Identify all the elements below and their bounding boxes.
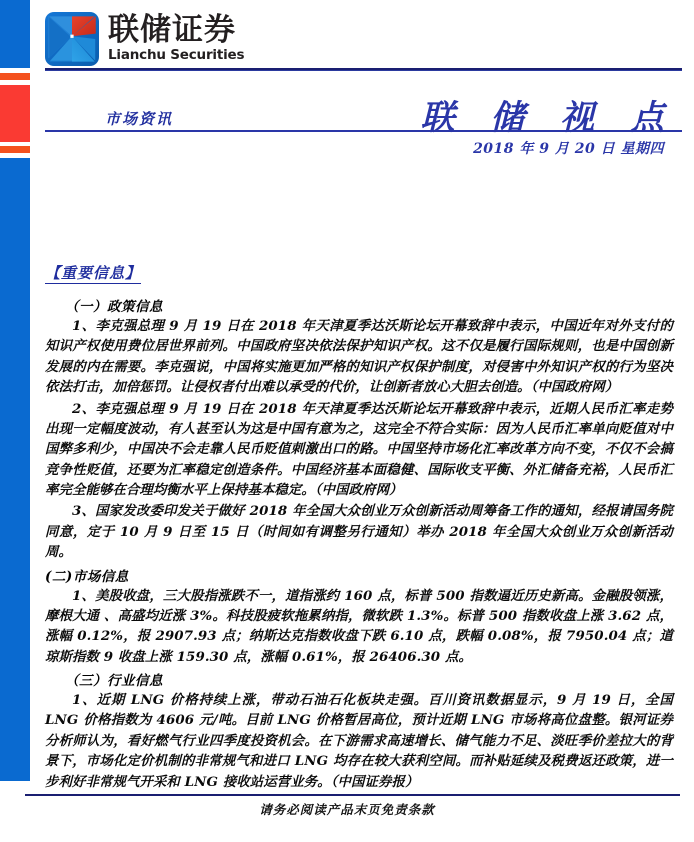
brand-name-en: Lianchu Securities: [108, 47, 245, 64]
section-label-market: (二)市场信息: [45, 568, 129, 585]
page-title: 联 储 视 点: [420, 98, 676, 138]
publication-date: 2018 年 9 月 20 日 星期四: [473, 141, 664, 157]
left-accent-bar-orange-upper: [0, 73, 30, 80]
lianchu-bowtie-logo-icon: [45, 12, 99, 66]
section-label-policy: （一）政策信息: [65, 299, 163, 315]
masthead-category-label: 市场资讯: [105, 110, 174, 128]
brand-wordmark: [108, 12, 245, 64]
policy-item-2: 2、李克强总理 9 月 19 日在 2018 年天津夏季达沃斯论坛开幕致辞中表示，近期人民币汇率走势出现一定幅度波动，有人甚至认为这是中国有意为之，这完全不符合实际：因为人民币汇率单向贬值对中国弊多利少，中国决不会走靠人民币贬值刺激出口的路。中国坚持市场化汇率改革方向不变，不仅不会搞竞争性贬值，还要为汇率稳定创造条件。中国经济基本面稳健、国际收支平衡、外汇储备充裕，人民币汇率完全能够在合理均衡水平上保持基本稳定。（中国政府网）: [45, 400, 673, 498]
industry-item-1: 1、近期 LNG 价格持续上涨，带动石油石化板块走强。百川资讯数据显示，9 月 19 日，全国 LNG 价格指数为 4606 元/吨。目前 LNG 价格暂居高位，预计近期 LNG 市场将高位盘整。银河证券分析师认为，看好燃气行业四季度投资机会。在下游需求高速增长、储气能力不足、淡旺季价差拉大的背景下，市场化定价机制的非常规气和进口 LNG 均存在较大获利空间。而补贴延续及税费返还政策，进一步利好非常规气开采和 LNG 接收站运营业务。（中国证券报）: [45, 692, 673, 790]
left-accent-bar-blue-top: [0, 0, 30, 68]
footer-divider-rule: [25, 794, 680, 796]
section-label-industry: （三）行业信息: [65, 673, 163, 689]
policy-item-3: 3、国家发改委印发关于做好 2018 年全国大众创业万众创新活动周筹备工作的通知，经报请国务院同意，定于 10 月 9 日至 15 日（时间如有调整另行通知）举办 2018 年全国大众创业万众创新活动周。: [45, 503, 673, 561]
brand-logo-block: [45, 12, 244, 66]
masthead-divider-rule: [45, 130, 682, 132]
document-body: [45, 262, 673, 793]
header-divider-rule: [45, 68, 682, 71]
left-accent-bar-red: [0, 85, 30, 142]
policy-item-1: 1、李克强总理 9 月 19 日在 2018 年天津夏季达沃斯论坛开幕致辞中表示，中国近年对外支付的知识产权使用费位居世界前列。中国政府坚决依法保护知识产权。这不仅是履行国际规则，也是中国创新发展的内在需要。李克强说，中国将实施更加严格的知识产权保护制度，对侵害中外知识产权的行为坚决依法打击，加倍惩罚。让侵权者付出难以承受的代价，让创新者放心大胆去创造。（中国政府网）: [45, 318, 673, 396]
market-item-1: 1、美股收盘，三大股指涨跌不一，道指涨约 160 点，标普 500 指数逼近历史新高。金融股领涨，摩根大通 、高盛均近涨 3%。科技股疲软拖累纳指，微软跌 1.3%。标普 500 指数收盘上涨 3.62 点，涨幅 0.12%，报 2907.93 点；纳斯达克指数收盘下跌 6.10 点，跌幅 0.08%，报 7950.04 点；道琼斯指数 9 收盘上涨 159.30 点，涨幅 0.61%，报 26406.30 点。: [45, 587, 673, 665]
body-heading-wrapper: [45, 262, 673, 293]
important-information-heading: 【重要信息】: [45, 264, 142, 282]
left-accent-bar-orange-lower: [0, 146, 30, 153]
brand-name-cn: 联储证券: [108, 12, 236, 49]
left-accent-bar-blue-body: [0, 158, 30, 781]
footer-disclaimer: 请务必阅读产品末页免责条款: [259, 802, 435, 817]
